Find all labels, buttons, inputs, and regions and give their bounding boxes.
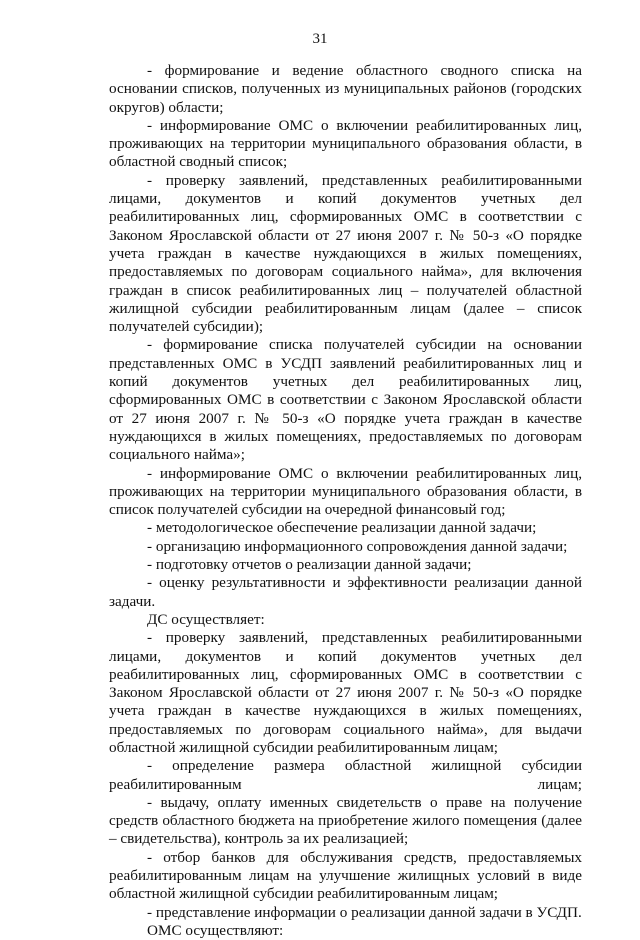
paragraph-ds-heading: ДС осуществляет: xyxy=(147,610,265,628)
paragraph-ds-check-applications: - проверку заявлений, представленных реабилитированными лицами, документов и копий документов учетных дел реабилитированных лиц, сформированных ОМС в соответствии с Законом Ярославской области от 27 июня 2007 г. № 50-з «О порядке учета граждан в качестве нуждающихся в жилых помещениях, предоставляемых по договорам социального найма», для выдачи областной жилищной субсидии реабилитированным лицам; xyxy=(109,629,582,756)
paragraph-evaluation: - оценку результативности и эффективности реализации данной задачи. xyxy=(109,574,582,610)
paragraph-consolidated-list: - формирование и ведение областного сводного списка на основании списков, полученных из муниципальных районов (городских округов) области; xyxy=(109,62,582,116)
document-body xyxy=(109,62,582,940)
paragraph-form-recipients-list: - формирование списка получателей субсидии на основании представленных ОМС в УСДП заявлений реабилитированных лиц и копий документов учетных дел реабилитированных лиц, сформированных ОМС в соответствии с Законом Ярославской области от 27 июня 2007 г. № 50-з «О порядке учета граждан в качестве нуждающихся в жилых помещениях, предоставляемых по договорам социального найма»; xyxy=(109,336,582,464)
paragraph-inform-oms: - информирование ОМС о включении реабилитированных лиц, проживающих на территории муниципального образования области, в областной сводный список; xyxy=(109,116,582,171)
paragraph-oms-heading: ОМС осуществляют: xyxy=(147,921,284,939)
paragraph-bank-selection: - отбор банков для обслуживания средств, предоставляемых реабилитированным лицам на улучшение жилищных условий в виде областной жилищной субсидии реабилитированным лицам; xyxy=(109,848,582,903)
paragraph-certificates: - выдачу, оплату именных свидетельств о праве на получение средств областного бюджета на приобретение жилого помещения (далее – свидетельства), контроль за их реализацией; xyxy=(109,793,582,848)
paragraph-check-applications: - проверку заявлений, представленных реабилитированными лицами, документов и копий документов учетных дел реабилитированных лиц, сформированных ОМС в соответствии с Законом Ярославской области от 27 июня 2007 г. № 50-з «О порядке учета граждан в качестве нуждающихся в жилых помещениях, предоставляемых по договорам социального найма», для включения граждан в список реабилитированных лиц – получателей областной жилищной субсидии реабилитированным лицам (далее – список получателей субсидии); xyxy=(109,171,582,336)
paragraph-reports: - подготовку отчетов о реализации данной задачи; xyxy=(147,556,472,574)
paragraph-inform-recipients: - информирование ОМС о включении реабилитированных лиц, проживающих на территории муниципального образования области, в список получателей субсидии на очередной финансовый год; xyxy=(109,464,582,519)
page-number: 31 xyxy=(312,31,328,47)
paragraph-methodology: - методологическое обеспечение реализации данной задачи; xyxy=(147,519,537,537)
paragraph-report-usdp: - представление информации о реализации данной задачи в УСДП. xyxy=(147,903,582,921)
paragraph-information-support: - организацию информационного сопровождения данной задачи; xyxy=(147,537,568,555)
paragraph-subsidy-amount: - определение размера областной жилищной субсидии реабилитированным лицам; xyxy=(109,757,582,793)
